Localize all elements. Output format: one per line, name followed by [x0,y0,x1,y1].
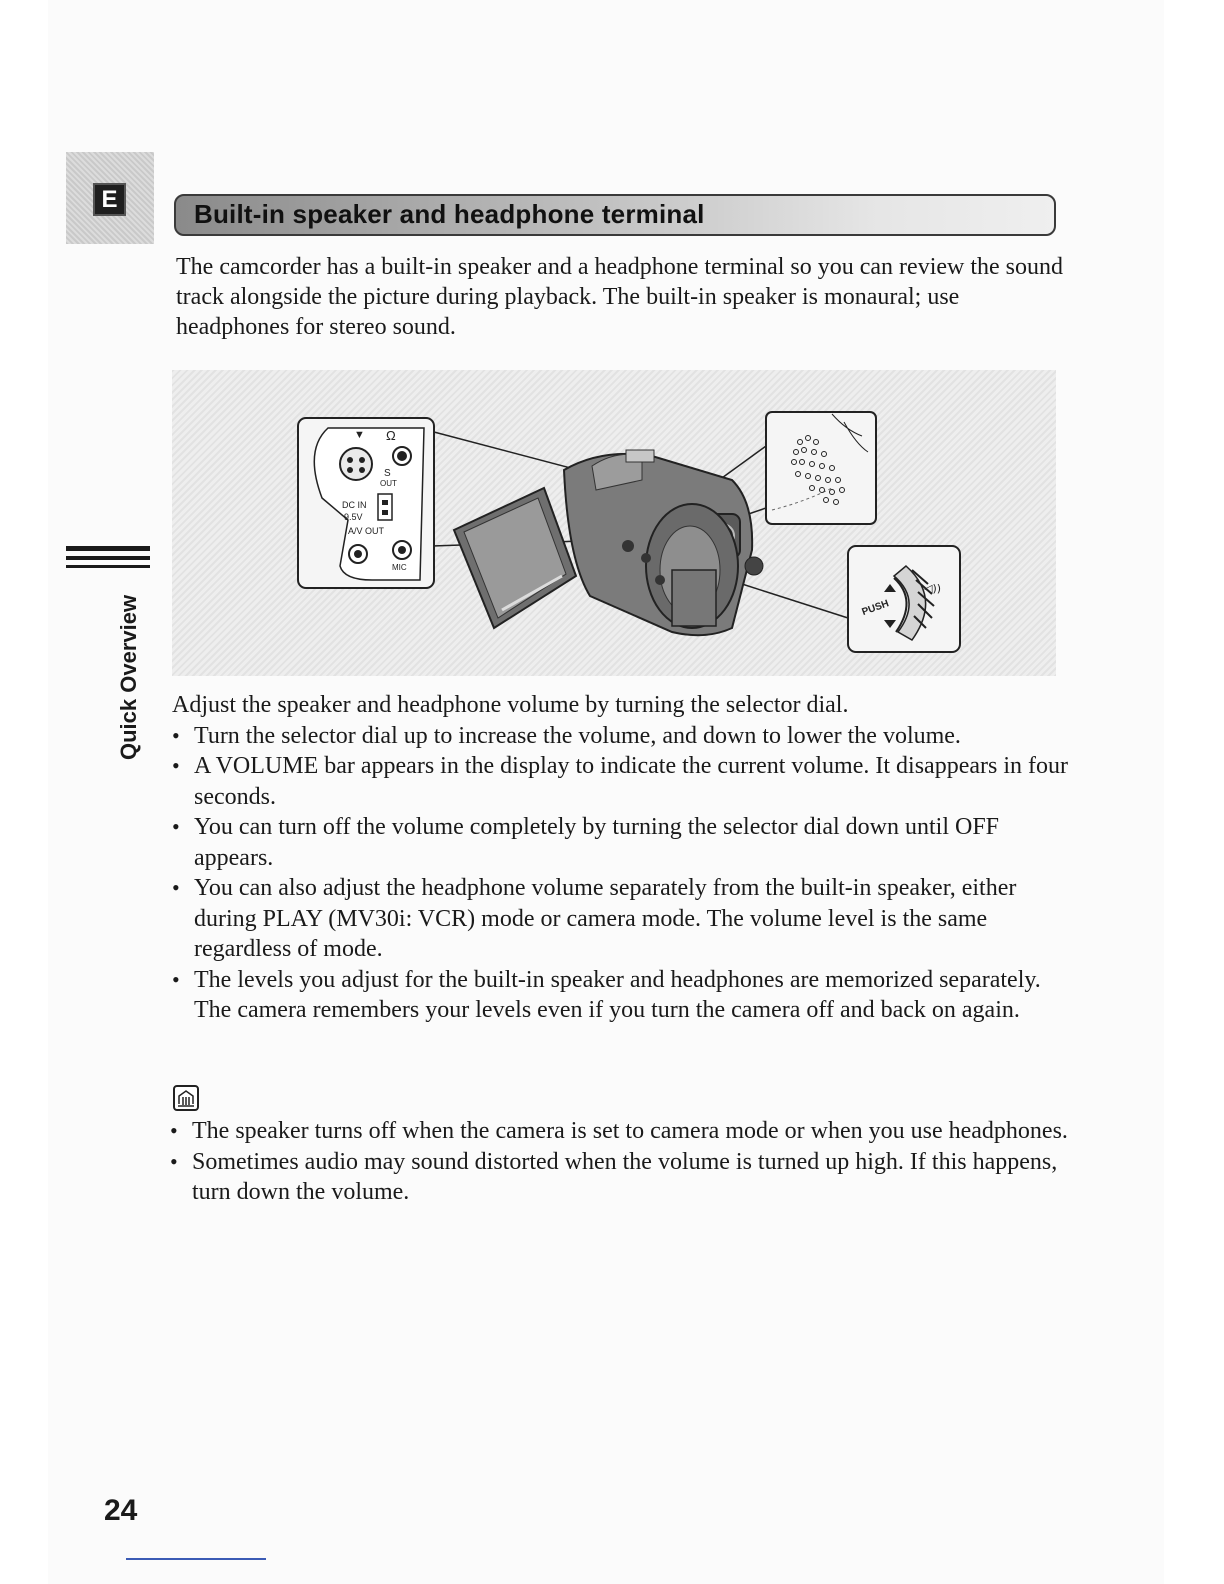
section-header [174,194,1056,236]
terminals-inset [298,418,434,588]
camcorder-illustration [172,370,1056,676]
note-icon [172,1084,200,1112]
volume-symbol: ◁)) [924,582,942,595]
notes-bullet-list [170,1116,1070,1208]
language-letter-badge: E [93,183,126,216]
notes-section [170,1116,1070,1208]
headphone-symbol: Ω [386,428,396,443]
selector-dial-inset [848,546,960,652]
mic-label: MIC [392,563,407,572]
list-item: • You can also adjust the headphone volume separately from the built-in speaker, either during PLAY (MV30i: VCR) mode or camera mode. The volume level is the same regardless of mode. [172,873,1072,965]
list-item: • The speaker turns off when the camera is set to camera mode or when you use headphones. [170,1116,1070,1147]
svg-text:▼: ▼ [354,429,365,441]
camcorder-figure [172,370,1056,676]
list-item: • Turn the selector dial up to increase the volume, and down to lower the volume. [172,721,1072,752]
av-out-label: A/V OUT [348,526,385,536]
page-number: 24 [104,1494,138,1527]
voltage-label: 9.5V [344,512,363,522]
side-section-label: Quick Overview [116,594,141,760]
s-terminal-label: S [384,468,391,479]
push-label: PUSH [860,598,891,619]
volume-lead: Adjust the speaker and headphone volume by turning the selector dial. [172,692,849,718]
side-rule-2 [66,556,150,560]
out-label: OUT [380,479,397,488]
list-item: • You can turn off the volume completely by turning the selector dial down until OFF appears. [172,812,1072,873]
dc-in-label: DC IN [342,500,367,510]
volume-bullet-list [172,721,1072,1026]
footer-line [126,1558,266,1560]
list-item: • A VOLUME bar appears in the display to indicate the current volume. It disappears in four seconds. [172,751,1072,812]
volume-instructions [172,690,1072,1026]
side-rule-3 [66,565,150,568]
list-item: • The levels you adjust for the built-in speaker and headphones are memorized separately. The camera remembers your levels even if you turn the camera off and back on again. [172,965,1072,1026]
section-title: Built-in speaker and headphone terminal [194,199,705,229]
speaker-inset [766,412,876,524]
list-item: • Sometimes audio may sound distorted when the volume is turned up high. If this happens, turn down the volume. [170,1147,1070,1208]
side-rule-1 [66,546,150,551]
intro-paragraph: The camcorder has a built-in speaker and a headphone terminal so you can review the sound track alongside the picture during playback. The built-in speaker is monaural; use headphones for stereo sound. [176,254,1064,340]
